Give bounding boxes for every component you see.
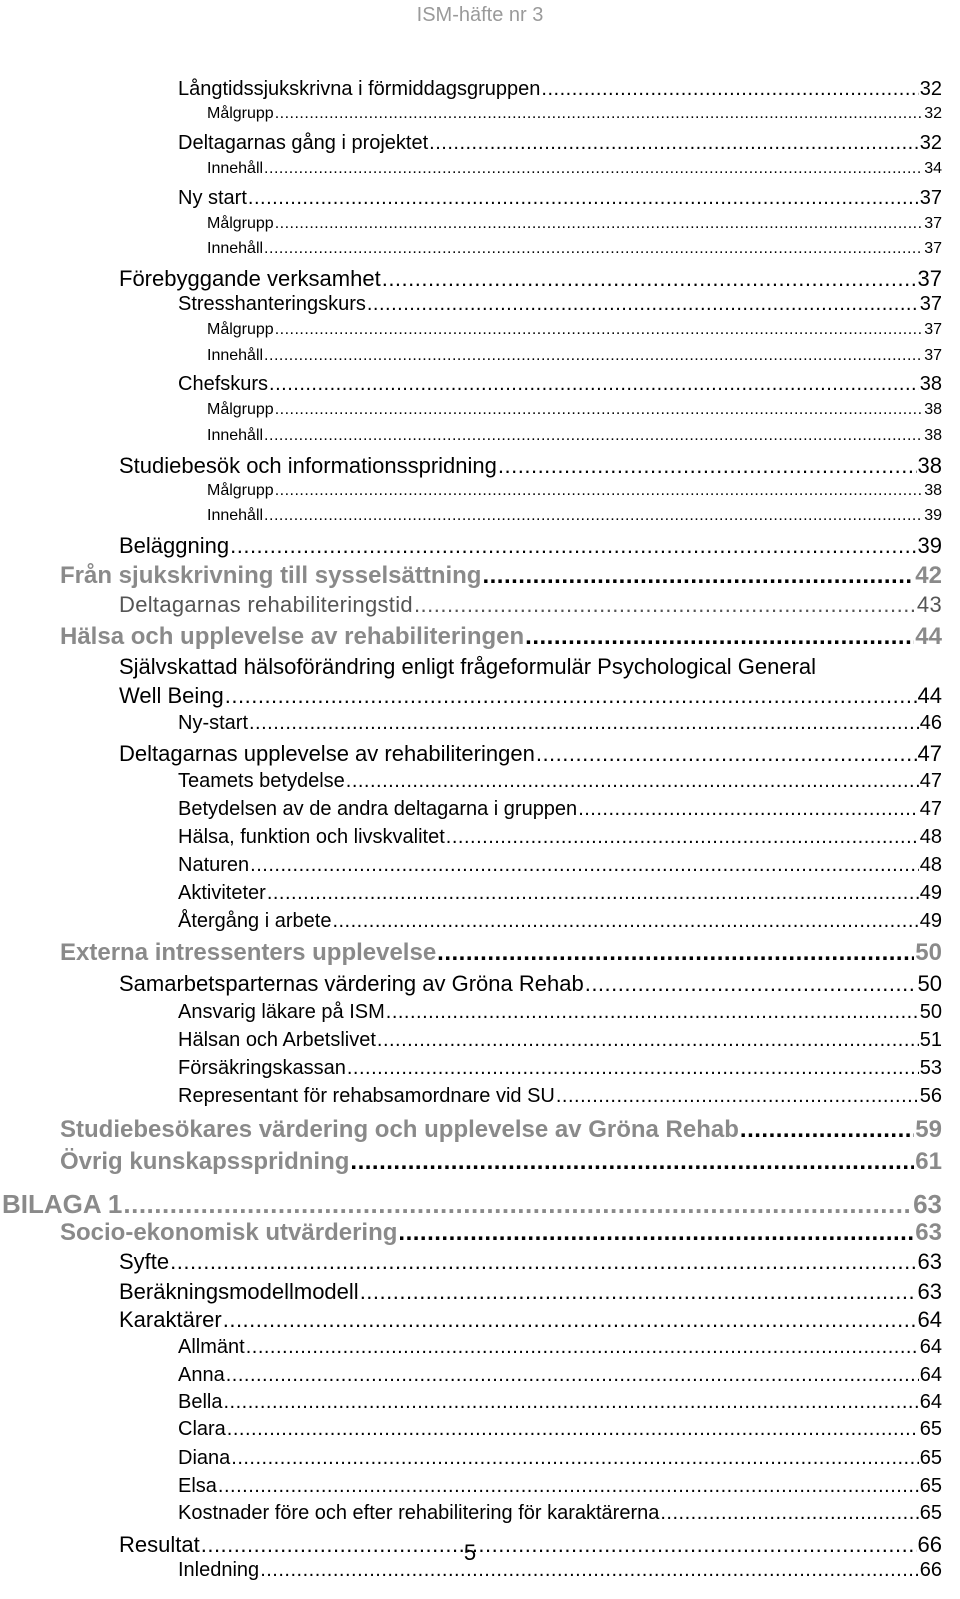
- toc-entry-title: Ansvarig läkare på ISM: [178, 1001, 385, 1023]
- toc-entry[interactable]: [119, 683, 942, 709]
- dot-leader: [231, 1447, 918, 1470]
- toc-entry-title: Innehåll: [207, 347, 264, 364]
- toc-entry-page-number: 65: [919, 1447, 942, 1469]
- toc-entry-title: Betydelsen av de andra deltagarna i gruppen: [178, 798, 578, 820]
- toc-entry-page-number: 44: [917, 683, 942, 708]
- toc-entry-page-number: 50: [919, 1001, 942, 1023]
- dot-leader: [541, 78, 918, 101]
- toc-entry[interactable]: [207, 347, 942, 365]
- toc-entry-page-number: 64: [917, 1307, 942, 1332]
- dot-leader: [429, 132, 919, 155]
- toc-entry-title: Målgrupp: [207, 401, 274, 418]
- toc-entry-title: Stresshanteringskurs: [178, 293, 366, 315]
- toc-entry[interactable]: [178, 910, 942, 933]
- toc-entry-page-number: 38: [919, 373, 942, 395]
- toc-entry[interactable]: [178, 1391, 942, 1414]
- toc-entry[interactable]: [60, 623, 942, 651]
- dot-leader: [498, 453, 917, 479]
- dot-leader: [248, 187, 919, 210]
- dot-leader: [585, 971, 917, 997]
- dot-leader: [267, 882, 919, 905]
- toc-entry-page-number: 51: [919, 1029, 942, 1051]
- dot-leader: [250, 854, 919, 877]
- toc-entry-title: Förebyggande verksamhet: [119, 266, 381, 291]
- toc-entry-page-number: 47: [917, 741, 942, 766]
- dot-leader: [227, 1418, 919, 1441]
- toc-entry-page-number: 63: [917, 1249, 942, 1274]
- toc-entry-title: Anna: [178, 1364, 225, 1386]
- dot-leader: [226, 1364, 919, 1387]
- toc-entry-title: Hälsa, funktion och livskvalitet: [178, 826, 445, 848]
- dot-leader: [346, 770, 919, 793]
- toc-entry[interactable]: [119, 1307, 942, 1333]
- toc-entry[interactable]: [178, 854, 942, 877]
- toc-entry-page-number: 32: [924, 105, 942, 122]
- toc-entry[interactable]: [178, 1502, 942, 1525]
- toc-entry-title: Samarbetsparternas värdering av Gröna Rehab: [119, 971, 584, 996]
- toc-entry[interactable]: [119, 266, 942, 292]
- dot-leader: [367, 293, 919, 316]
- dot-leader: [525, 623, 914, 651]
- toc-entry[interactable]: [178, 132, 942, 155]
- toc-entry[interactable]: [207, 482, 942, 500]
- toc-entry-title: Innehåll: [207, 507, 264, 524]
- toc-entry-page-number: 64: [919, 1336, 942, 1358]
- toc-entry-title: Målgrupp: [207, 215, 274, 232]
- toc-entry[interactable]: [119, 453, 942, 479]
- toc-entry[interactable]: [178, 78, 942, 101]
- toc-entry[interactable]: [207, 105, 942, 123]
- toc-entry[interactable]: [178, 1418, 942, 1441]
- toc-entry[interactable]: [178, 1029, 942, 1052]
- toc-entry-page-number: 37: [924, 240, 942, 257]
- toc-entry[interactable]: [119, 1249, 942, 1275]
- dot-leader: [249, 712, 919, 735]
- toc-entry-title: Bella: [178, 1391, 223, 1413]
- toc-entry[interactable]: [119, 971, 942, 997]
- dot-leader: [264, 507, 923, 525]
- toc-entry-title: Teamets betydelse: [178, 770, 345, 792]
- toc-entry-page-number: 56: [919, 1085, 942, 1107]
- dot-leader: [347, 1057, 919, 1080]
- toc-entry-page-number: 64: [919, 1391, 942, 1413]
- toc-entry-title: Representant för rehabsamordnare vid SU: [178, 1085, 555, 1107]
- dot-leader: [264, 160, 923, 178]
- toc-entry-page-number: 66: [919, 1559, 942, 1581]
- toc-entry-page-number: 37: [924, 321, 942, 338]
- toc-entry-title: BILAGA 1: [2, 1189, 123, 1219]
- toc-entry[interactable]: [178, 1364, 942, 1387]
- toc-entry-title: Aktiviteter: [178, 882, 266, 904]
- toc-entry-title: Externa intressenters upplevelse: [60, 939, 437, 966]
- dot-leader: [275, 321, 924, 339]
- toc-entry-page-number: 65: [919, 1502, 942, 1524]
- dot-leader: [414, 592, 916, 618]
- toc-entry-page-number: 38: [924, 482, 942, 499]
- toc-entry[interactable]: [178, 712, 942, 735]
- toc-entry-title: Karaktärer: [119, 1307, 222, 1332]
- toc-entry-page-number: 38: [917, 453, 942, 478]
- toc-entry-page-number: 49: [919, 882, 942, 904]
- toc-entry-title: Naturen: [178, 854, 250, 876]
- toc-entry-title: Från sjukskrivning till sysselsättning: [60, 562, 482, 589]
- dot-leader: [264, 347, 923, 365]
- toc-entry-title: Målgrupp: [207, 321, 274, 338]
- dot-leader: [225, 683, 917, 709]
- toc-entry-page-number: 37: [924, 215, 942, 232]
- toc-entry-page-number: 63: [917, 1279, 942, 1304]
- toc-entry-page-number: 38: [924, 401, 942, 418]
- toc-entry[interactable]: [2, 1189, 942, 1220]
- toc-entry-title: Hälsa och upplevelse av rehabiliteringen: [60, 623, 525, 650]
- toc-entry-page-number: 49: [919, 910, 942, 932]
- toc-entry-page-number: 38: [924, 427, 942, 444]
- toc-entry[interactable]: [207, 427, 942, 445]
- dot-leader: [275, 215, 924, 233]
- toc-entry-page-number: 65: [919, 1418, 942, 1440]
- toc-entry-page-number: 39: [917, 533, 942, 558]
- toc-entry-page-number: 37: [917, 266, 942, 291]
- toc-entry-title: Hälsan och Arbetslivet: [178, 1029, 376, 1051]
- toc-entry-title: Ny-start: [178, 712, 248, 734]
- dot-leader: [223, 1307, 917, 1333]
- toc-entry-page-number: 66: [917, 1532, 942, 1557]
- toc-entry-title: Studiebesök och informationsspridning: [119, 453, 497, 478]
- toc-entry-page-number: 37: [919, 187, 942, 209]
- toc-entry[interactable]: [178, 1057, 942, 1080]
- toc-entry-title: Deltagarnas rehabiliteringstid: [119, 592, 413, 617]
- toc-entry-page-number: 65: [919, 1475, 942, 1497]
- toc-entry-title: Inledning: [178, 1559, 260, 1581]
- toc-entry-page-number: 32: [919, 132, 942, 154]
- dot-leader: [230, 533, 916, 559]
- toc-entry-page-number: 47: [919, 770, 942, 792]
- running-header: ISM-häfte nr 3: [416, 4, 544, 26]
- toc-entry-page-number: 37: [924, 347, 942, 364]
- dot-leader: [398, 1219, 914, 1247]
- toc-entry[interactable]: [60, 562, 942, 590]
- toc-entry-title: Chefskurs: [178, 373, 269, 395]
- toc-entry-title: Ny start: [178, 187, 247, 209]
- toc-entry-page-number: 48: [919, 826, 942, 848]
- dot-leader: [536, 741, 917, 767]
- toc-entry-title: Försäkringskassan: [178, 1057, 346, 1079]
- toc-entry-page-number: 63: [915, 1219, 942, 1246]
- toc-entry-title: Clara: [178, 1418, 226, 1440]
- toc-entry[interactable]: [178, 1336, 942, 1359]
- toc-entry[interactable]: [119, 1279, 942, 1305]
- page-number: 5: [463, 1540, 477, 1565]
- toc-entry[interactable]: [178, 187, 942, 210]
- toc-entry-title: Well Being: [119, 683, 224, 708]
- dot-leader: [437, 939, 914, 967]
- toc-entry-page-number: 48: [919, 854, 942, 876]
- toc-entry-title: Beräkningsmodellmodell: [119, 1279, 359, 1304]
- toc-entry-page-number: 46: [919, 712, 942, 734]
- toc-entry-page-number: 50: [915, 939, 942, 966]
- toc-entry-title: Diana: [178, 1447, 231, 1469]
- toc-entry-title: Beläggning: [119, 533, 230, 558]
- dot-leader: [264, 240, 923, 258]
- dot-leader: [660, 1502, 918, 1525]
- toc-entry-page-number: 37: [919, 293, 942, 315]
- toc-entry-page-number: 39: [924, 507, 942, 524]
- toc-entry-title: Deltagarnas upplevelse av rehabiliteringen: [119, 741, 535, 766]
- toc-entry[interactable]: [178, 770, 942, 793]
- toc-entry-title: Innehåll: [207, 240, 264, 257]
- toc-entry-page-number: 61: [915, 1148, 942, 1175]
- toc-entry-page-number: 34: [924, 160, 942, 177]
- dot-leader: [275, 105, 924, 123]
- dot-leader: [446, 826, 919, 849]
- toc-entry[interactable]: [60, 1219, 942, 1247]
- toc-entry-title: Målgrupp: [207, 105, 274, 122]
- dot-leader: [170, 1249, 916, 1275]
- toc-entry-page-number: 50: [917, 971, 942, 996]
- dot-leader: [275, 401, 924, 419]
- dot-leader: [275, 482, 924, 500]
- dot-leader: [223, 1391, 918, 1414]
- toc-entry-title: Deltagarnas gång i projektet: [178, 132, 429, 154]
- toc-entry[interactable]: [178, 1085, 942, 1108]
- toc-entry[interactable]: [178, 1001, 942, 1024]
- dot-leader: [218, 1475, 919, 1498]
- dot-leader: [482, 562, 914, 590]
- toc-entry[interactable]: [207, 321, 942, 339]
- dot-leader: [377, 1029, 919, 1052]
- toc-entry[interactable]: [178, 1475, 942, 1498]
- toc-entry[interactable]: [60, 1116, 942, 1144]
- dot-leader: [386, 1001, 919, 1024]
- dot-leader: [556, 1085, 919, 1108]
- toc-entry-title: Syfte: [119, 1249, 170, 1274]
- toc-entry-title: Övrig kunskapsspridning: [60, 1148, 350, 1175]
- dot-leader: [264, 427, 923, 445]
- toc-entry-page-number: 63: [913, 1189, 942, 1219]
- toc-entry[interactable]: [119, 592, 942, 618]
- toc-entry-title: Resultat: [119, 1532, 200, 1557]
- toc-entry-page-number: 53: [919, 1057, 942, 1079]
- toc-entry[interactable]: [60, 939, 942, 967]
- toc-entry-title: Socio-ekonomisk utvärdering: [60, 1219, 398, 1246]
- toc-entry-title: Målgrupp: [207, 482, 274, 499]
- dot-leader: [246, 1336, 919, 1359]
- toc-entry-page-number: 47: [919, 798, 942, 820]
- toc-entry-title[interactable]: Självskattad hälsoförändring enligt frågeformulär Psychological General: [119, 654, 817, 679]
- toc-entry[interactable]: [207, 240, 942, 258]
- toc-entry-page-number: 32: [919, 78, 942, 100]
- toc-entry-page-number: 43: [916, 592, 942, 617]
- toc-entry-page-number: 44: [915, 623, 942, 650]
- toc-entry[interactable]: [178, 826, 942, 849]
- toc-entry-title: Innehåll: [207, 427, 264, 444]
- toc-entry[interactable]: [178, 1447, 942, 1470]
- toc-entry[interactable]: [207, 401, 942, 419]
- toc-entry[interactable]: [178, 882, 942, 905]
- dot-leader: [332, 910, 918, 933]
- dot-leader: [360, 1279, 917, 1305]
- toc-entry[interactable]: [207, 507, 942, 525]
- toc-entry[interactable]: [178, 798, 942, 821]
- toc-entry[interactable]: [119, 741, 942, 767]
- toc-entry-title: Långtidssjukskrivna i förmiddagsgruppen: [178, 78, 541, 100]
- toc-entry[interactable]: [207, 215, 942, 233]
- toc-entry-page-number: 64: [919, 1364, 942, 1386]
- toc-entry[interactable]: [178, 293, 942, 316]
- toc-entry[interactable]: [178, 373, 942, 396]
- toc-entry[interactable]: [119, 533, 942, 559]
- toc-entry-title: Allmänt: [178, 1336, 245, 1358]
- toc-entry-page-number: 42: [915, 562, 942, 589]
- dot-leader: [123, 1189, 912, 1220]
- toc-entry-title: Återgång i arbete: [178, 910, 332, 932]
- toc-entry[interactable]: [207, 160, 942, 178]
- dot-leader: [578, 798, 919, 821]
- toc-entry[interactable]: [60, 1148, 942, 1176]
- dot-leader: [350, 1148, 914, 1176]
- toc-entry-title: Innehåll: [207, 160, 264, 177]
- dot-leader: [382, 266, 917, 292]
- toc-entry-title: Kostnader före och efter rehabilitering för karaktärerna: [178, 1502, 660, 1524]
- toc-entry-title: Elsa: [178, 1475, 217, 1497]
- toc-entry-page-number: 59: [915, 1116, 942, 1143]
- dot-leader: [269, 373, 919, 396]
- toc-entry-title: Studiebesökares värdering och upplevelse av Gröna Rehab: [60, 1116, 739, 1143]
- dot-leader: [740, 1116, 914, 1144]
